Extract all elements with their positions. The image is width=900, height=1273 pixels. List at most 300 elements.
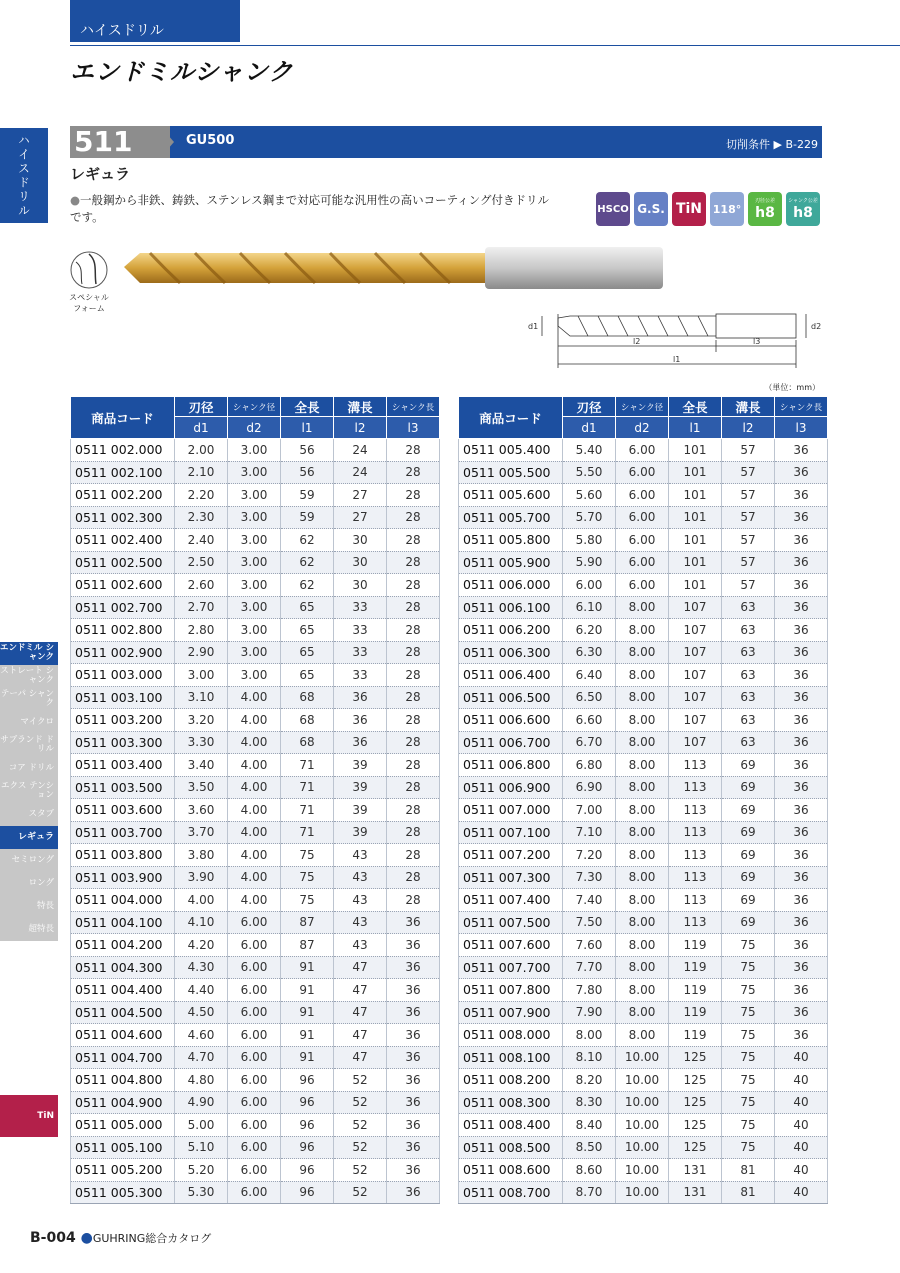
value-cell: 5.40 [563,439,616,462]
product-code-cell: 0511 007.900 [459,1001,563,1024]
value-cell: 2.10 [175,461,228,484]
table-row [459,956,828,979]
product-code-cell: 0511 008.100 [459,1046,563,1069]
value-cell: 131 [669,1181,722,1204]
value-cell: 3.30 [175,731,228,754]
table-row [459,641,828,664]
side-nav-item[interactable]: セミロング [0,849,58,872]
value-cell: 36 [775,866,828,889]
table-row [71,506,440,529]
value-cell: 28 [387,551,440,574]
value-cell: 28 [387,596,440,619]
value-cell: 125 [669,1136,722,1159]
header-l1-sym: l1 [669,417,722,439]
value-cell: 6.30 [563,641,616,664]
value-cell: 4.00 [228,776,281,799]
value-cell: 10.00 [616,1181,669,1204]
table-row [71,484,440,507]
value-cell: 47 [334,956,387,979]
product-code-cell: 0511 008.000 [459,1024,563,1047]
value-cell: 75 [722,1024,775,1047]
side-nav-item[interactable]: テーパ シャンク [0,688,58,711]
table-row [459,686,828,709]
value-cell: 3.00 [228,461,281,484]
value-cell: 36 [387,1181,440,1204]
value-cell: 3.60 [175,799,228,822]
value-cell: 5.30 [175,1181,228,1204]
product-code-cell: 0511 003.100 [71,686,175,709]
value-cell: 113 [669,866,722,889]
value-cell: 28 [387,754,440,777]
value-cell: 75 [722,1046,775,1069]
table-row [71,1091,440,1114]
value-cell: 3.00 [228,596,281,619]
table-row [459,664,828,687]
value-cell: 4.70 [175,1046,228,1069]
value-cell: 3.00 [175,664,228,687]
product-code-cell: 0511 002.500 [71,551,175,574]
value-cell: 4.00 [228,709,281,732]
value-cell: 6.00 [616,484,669,507]
value-cell: 6.50 [563,686,616,709]
value-cell: 36 [775,821,828,844]
value-cell: 36 [775,799,828,822]
value-cell: 36 [387,1069,440,1092]
value-cell: 96 [281,1069,334,1092]
value-cell: 62 [281,529,334,552]
value-cell: 2.50 [175,551,228,574]
value-cell: 59 [281,484,334,507]
table-row [459,979,828,1002]
value-cell: 36 [387,1136,440,1159]
header-d1-sym: d1 [175,417,228,439]
value-cell: 6.00 [616,574,669,597]
value-cell: 6.00 [228,1046,281,1069]
value-cell: 96 [281,1114,334,1137]
value-cell: 107 [669,596,722,619]
product-arrow [160,126,174,158]
table-row [459,1114,828,1137]
value-cell: 8.00 [616,844,669,867]
unit-note: （単位：mm） [764,383,820,392]
table-row [459,1091,828,1114]
table-row [71,799,440,822]
side-nav-item[interactable]: マイクロ [0,711,58,734]
value-cell: 43 [334,866,387,889]
value-cell: 8.00 [616,596,669,619]
product-code-cell: 0511 003.300 [71,731,175,754]
value-cell: 56 [281,461,334,484]
value-cell: 6.00 [228,1024,281,1047]
product-code-cell: 0511 005.500 [459,461,563,484]
value-cell: 6.00 [228,911,281,934]
table-row [71,956,440,979]
value-cell: 101 [669,529,722,552]
header-l3: シャンク長 [775,397,828,417]
value-cell: 28 [387,731,440,754]
value-cell: 75 [722,1136,775,1159]
product-code-cell: 0511 007.100 [459,821,563,844]
page-title: エンドミルシャンク [70,58,294,86]
value-cell: 6.00 [228,1114,281,1137]
value-cell: 5.50 [563,461,616,484]
value-cell: 57 [722,506,775,529]
product-bar [70,126,822,158]
value-cell: 36 [775,776,828,799]
header-l2-sym: l2 [722,417,775,439]
value-cell: 40 [775,1181,828,1204]
value-cell: 91 [281,1001,334,1024]
header-l3: シャンク長 [387,397,440,417]
product-code-cell: 0511 008.400 [459,1114,563,1137]
diagram-l2: l2 [633,337,641,346]
value-cell: 113 [669,754,722,777]
value-cell: 36 [775,506,828,529]
product-code-cell: 0511 002.600 [71,574,175,597]
header-d2: シャンク径 [616,397,669,417]
value-cell: 113 [669,776,722,799]
value-cell: 68 [281,731,334,754]
value-cell: 7.00 [563,799,616,822]
value-cell: 6.00 [228,1159,281,1182]
value-cell: 39 [334,821,387,844]
value-cell: 36 [775,731,828,754]
product-code-cell: 0511 006.100 [459,596,563,619]
value-cell: 36 [775,641,828,664]
value-cell: 57 [722,574,775,597]
product-code-cell: 0511 008.700 [459,1181,563,1204]
side-nav-item[interactable]: レギュラ [0,826,58,849]
product-code-cell: 0511 004.000 [71,889,175,912]
table-row [459,776,828,799]
table-row [459,799,828,822]
dimension-diagram [528,302,828,372]
product-code-cell: 0511 005.200 [71,1159,175,1182]
value-cell: 39 [334,776,387,799]
value-cell: 6.00 [228,956,281,979]
value-cell: 4.00 [228,799,281,822]
product-code-cell: 0511 004.200 [71,934,175,957]
value-cell: 125 [669,1114,722,1137]
value-cell: 10.00 [616,1069,669,1092]
value-cell: 7.80 [563,979,616,1002]
value-cell: 36 [387,934,440,957]
side-nav [0,642,58,941]
value-cell: 5.70 [563,506,616,529]
side-nav-item[interactable]: ストレート シャンク [0,665,58,688]
header-l1: 全長 [669,397,722,417]
value-cell: 36 [387,1159,440,1182]
product-code-cell: 0511 002.800 [71,619,175,642]
side-nav-item[interactable]: サブランド ドリル [0,734,58,757]
value-cell: 8.00 [616,776,669,799]
value-cell: 10.00 [616,1091,669,1114]
value-cell: 101 [669,574,722,597]
value-cell: 119 [669,979,722,1002]
value-cell: 2.30 [175,506,228,529]
value-cell: 91 [281,979,334,1002]
value-cell: 69 [722,866,775,889]
value-cell: 36 [775,709,828,732]
side-nav-item[interactable]: 超特長 [0,918,58,941]
value-cell: 68 [281,709,334,732]
cutting-conditions-link[interactable]: 切削条件 ▶ B-229 [726,138,818,151]
value-cell: 8.00 [616,956,669,979]
value-cell: 8.00 [616,799,669,822]
product-code-cell: 0511 007.600 [459,934,563,957]
value-cell: 8.30 [563,1091,616,1114]
diagram-l1: l1 [673,355,681,364]
header-l3-sym: l3 [387,417,440,439]
value-cell: 10.00 [616,1114,669,1137]
header-l2-sym: l2 [334,417,387,439]
header-d2: シャンク径 [228,397,281,417]
value-cell: 28 [387,529,440,552]
point-angle-badge: 118° [710,192,744,226]
value-cell: 36 [775,596,828,619]
product-subtitle: レギュラ [70,165,131,183]
value-cell: 8.00 [616,664,669,687]
value-cell: 107 [669,619,722,642]
value-cell: 6.20 [563,619,616,642]
value-cell: 36 [387,1001,440,1024]
table-row [459,731,828,754]
product-code-cell: 0511 005.400 [459,439,563,462]
value-cell: 4.00 [228,731,281,754]
value-cell: 28 [387,866,440,889]
value-cell: 63 [722,619,775,642]
side-nav-item[interactable]: ロング [0,872,58,895]
value-cell: 65 [281,641,334,664]
table-row [71,776,440,799]
table-row [71,529,440,552]
header-l3-sym: l3 [775,417,828,439]
value-cell: 2.90 [175,641,228,664]
value-cell: 36 [775,529,828,552]
table-row [459,574,828,597]
bullet-icon: ● [80,1230,93,1246]
product-code-cell: 0511 003.800 [71,844,175,867]
value-cell: 36 [775,1001,828,1024]
value-cell: 33 [334,619,387,642]
value-cell: 36 [387,1024,440,1047]
shank-tolerance-badge: シャンク公差 h8 [786,192,820,226]
value-cell: 36 [775,439,828,462]
value-cell: 3.00 [228,664,281,687]
value-cell: 69 [722,889,775,912]
value-cell: 2.00 [175,439,228,462]
value-cell: 57 [722,439,775,462]
table-row [459,709,828,732]
value-cell: 96 [281,1181,334,1204]
diagram-d2: d2 [811,322,822,331]
table-row [459,889,828,912]
value-cell: 39 [334,799,387,822]
product-code-cell: 0511 006.600 [459,709,563,732]
value-cell: 8.40 [563,1114,616,1137]
value-cell: 6.00 [616,506,669,529]
value-cell: 28 [387,664,440,687]
value-cell: 113 [669,889,722,912]
side-nav-item[interactable]: エクス テンション [0,780,58,803]
product-code-cell: 0511 003.200 [71,709,175,732]
product-code-cell: 0511 006.900 [459,776,563,799]
value-cell: 107 [669,641,722,664]
value-cell: 75 [722,1001,775,1024]
table-row [71,709,440,732]
table-row [459,619,828,642]
category-tab: ハイスドリル [70,0,240,42]
value-cell: 36 [387,1046,440,1069]
value-cell: 3.00 [228,506,281,529]
value-cell: 3.00 [228,529,281,552]
value-cell: 56 [281,439,334,462]
product-code: GU500 [186,133,235,148]
value-cell: 28 [387,686,440,709]
value-cell: 36 [387,979,440,1002]
table-row [459,1001,828,1024]
value-cell: 40 [775,1069,828,1092]
product-code-cell: 0511 004.600 [71,1024,175,1047]
product-code-cell: 0511 002.200 [71,484,175,507]
header-d2-sym: d2 [228,417,281,439]
value-cell: 101 [669,551,722,574]
header-l1: 全長 [281,397,334,417]
value-cell: 43 [334,844,387,867]
table-row [71,934,440,957]
value-cell: 28 [387,709,440,732]
value-cell: 36 [775,754,828,777]
side-nav-item[interactable]: エンドミル シャンク [0,642,58,665]
value-cell: 27 [334,484,387,507]
table-row [71,979,440,1002]
value-cell: 68 [281,686,334,709]
value-cell: 52 [334,1181,387,1204]
value-cell: 10.00 [616,1046,669,1069]
value-cell: 4.50 [175,1001,228,1024]
hsco-badge: HSCO [596,192,630,226]
value-cell: 36 [775,844,828,867]
table-row [459,821,828,844]
product-code-cell: 0511 007.200 [459,844,563,867]
value-cell: 7.30 [563,866,616,889]
value-cell: 57 [722,461,775,484]
table-row [459,934,828,957]
product-code-cell: 0511 004.400 [71,979,175,1002]
value-cell: 62 [281,574,334,597]
product-code-cell: 0511 007.700 [459,956,563,979]
value-cell: 75 [281,844,334,867]
value-cell: 4.00 [228,844,281,867]
product-code-cell: 0511 007.800 [459,979,563,1002]
table-row [71,1001,440,1024]
table-row [459,1136,828,1159]
value-cell: 4.10 [175,911,228,934]
value-cell: 36 [334,709,387,732]
special-form [66,250,112,314]
table-row [71,1136,440,1159]
value-cell: 96 [281,1159,334,1182]
value-cell: 101 [669,506,722,529]
table-row [71,686,440,709]
product-code-cell: 0511 006.000 [459,574,563,597]
value-cell: 47 [334,1024,387,1047]
value-cell: 28 [387,461,440,484]
value-cell: 96 [281,1091,334,1114]
side-nav-item[interactable]: スタブ [0,803,58,826]
value-cell: 63 [722,596,775,619]
value-cell: 8.00 [616,889,669,912]
table-row [71,911,440,934]
value-cell: 40 [775,1114,828,1137]
value-cell: 52 [334,1136,387,1159]
value-cell: 6.00 [616,439,669,462]
value-cell: 59 [281,506,334,529]
value-cell: 57 [722,484,775,507]
value-cell: 6.60 [563,709,616,732]
value-cell: 36 [775,1024,828,1047]
tin-tab[interactable]: TiN [0,1095,58,1137]
value-cell: 8.00 [616,866,669,889]
value-cell: 6.00 [228,1069,281,1092]
header-d1: 刃径 [563,397,616,417]
product-code-cell: 0511 006.300 [459,641,563,664]
value-cell: 75 [281,889,334,912]
table-row [71,1114,440,1137]
value-cell: 36 [775,484,828,507]
side-nav-item[interactable]: 特長 [0,895,58,918]
value-cell: 119 [669,1024,722,1047]
value-cell: 8.20 [563,1069,616,1092]
product-code-cell: 0511 008.300 [459,1091,563,1114]
product-code-cell: 0511 003.400 [71,754,175,777]
table-row [459,1024,828,1047]
diagram-d1: d1 [528,322,539,331]
product-code-cell: 0511 004.100 [71,911,175,934]
value-cell: 7.20 [563,844,616,867]
value-cell: 36 [775,889,828,912]
table-row [459,754,828,777]
value-cell: 24 [334,439,387,462]
product-code-cell: 0511 002.000 [71,439,175,462]
product-code-cell: 0511 003.700 [71,821,175,844]
product-code-cell: 0511 006.500 [459,686,563,709]
value-cell: 8.00 [616,1024,669,1047]
product-code-cell: 0511 003.500 [71,776,175,799]
value-cell: 8.00 [616,731,669,754]
tin-badge: TiN [672,192,706,226]
value-cell: 36 [387,1114,440,1137]
value-cell: 96 [281,1136,334,1159]
table-row [71,619,440,642]
value-cell: 6.00 [228,979,281,1002]
feature-badges [596,192,820,226]
value-cell: 7.90 [563,1001,616,1024]
value-cell: 3.00 [228,574,281,597]
value-cell: 36 [775,686,828,709]
value-cell: 75 [722,1069,775,1092]
side-nav-item[interactable]: コア ドリル [0,757,58,780]
table-row [459,551,828,574]
side-category-tab[interactable]: ハイスドリル [0,128,48,223]
value-cell: 107 [669,664,722,687]
value-cell: 65 [281,619,334,642]
value-cell: 4.60 [175,1024,228,1047]
value-cell: 28 [387,821,440,844]
header-d1-sym: d1 [563,417,616,439]
product-code-cell: 0511 004.300 [71,956,175,979]
value-cell: 39 [334,754,387,777]
